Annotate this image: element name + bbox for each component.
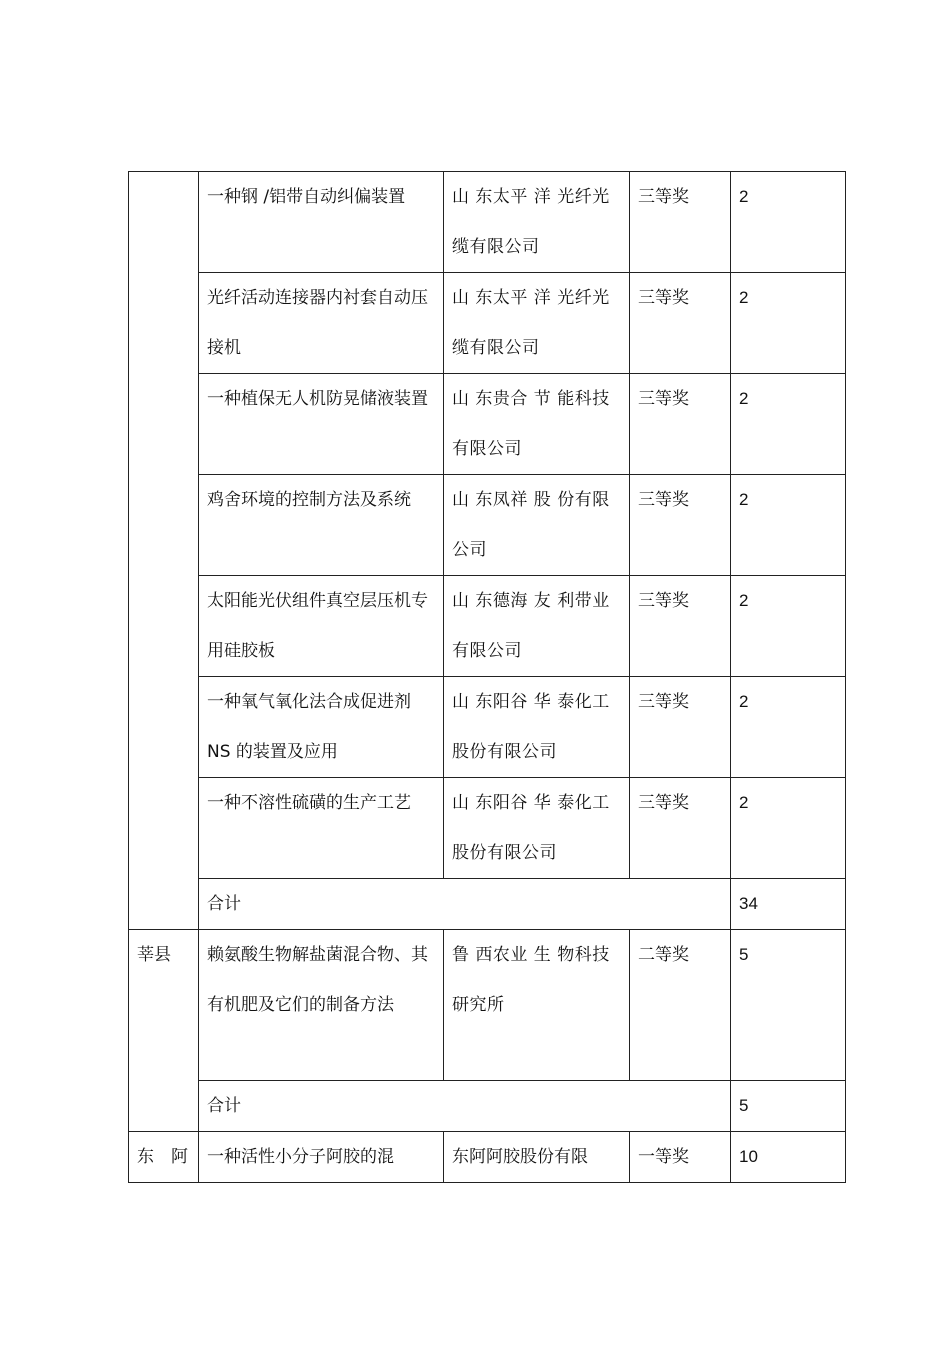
score-cell: 5 xyxy=(731,930,846,1081)
org-cell: 山 东太平 洋 光纤光缆有限公司 xyxy=(444,273,630,374)
subtotal-score: 5 xyxy=(731,1081,846,1132)
org-cell: 鲁 西农业 生 物科技研究所 xyxy=(444,930,630,1081)
project-cell: 太阳能光伏组件真空层压机专用硅胶板 xyxy=(199,576,444,677)
table-row xyxy=(129,778,846,879)
score-cell: 2 xyxy=(731,677,846,778)
project-cell: 一种活性小分子阿胶的混 xyxy=(199,1132,444,1183)
level-cell: 三等奖 xyxy=(630,374,731,475)
level-cell: 一等奖 xyxy=(630,1132,731,1183)
score-cell: 10 xyxy=(731,1132,846,1183)
score-cell: 2 xyxy=(731,374,846,475)
table-row xyxy=(129,475,846,576)
table-row xyxy=(129,273,846,374)
level-cell: 三等奖 xyxy=(630,576,731,677)
county-cell xyxy=(129,172,199,930)
score-cell: 2 xyxy=(731,475,846,576)
county-cell: 东 阿 xyxy=(129,1132,199,1183)
org-cell: 山 东阳谷 华 泰化工股份有限公司 xyxy=(444,677,630,778)
score-cell: 2 xyxy=(731,172,846,273)
table-row xyxy=(129,930,846,1081)
project-cell: 一种氧气氧化法合成促进剂 NS 的装置及应用 xyxy=(199,677,444,778)
project-cell: 光纤活动连接器内衬套自动压接机 xyxy=(199,273,444,374)
project-cell: 鸡舍环境的控制方法及系统 xyxy=(199,475,444,576)
score-cell: 2 xyxy=(731,273,846,374)
project-cell: 一种不溶性硫磺的生产工艺 xyxy=(199,778,444,879)
subtotal-label: 合计 xyxy=(199,1081,731,1132)
score-cell: 2 xyxy=(731,778,846,879)
table-row xyxy=(129,576,846,677)
table-row xyxy=(129,374,846,475)
subtotal-label: 合计 xyxy=(199,879,731,930)
org-cell: 山 东阳谷 华 泰化工股份有限公司 xyxy=(444,778,630,879)
level-cell: 三等奖 xyxy=(630,778,731,879)
county-cell: 莘县 xyxy=(129,930,199,1132)
project-cell: 一种植保无人机防晃储液装置 xyxy=(199,374,444,475)
table-row xyxy=(129,1132,846,1183)
level-cell: 三等奖 xyxy=(630,273,731,374)
level-cell: 三等奖 xyxy=(630,172,731,273)
org-cell: 东阿阿胶股份有限 xyxy=(444,1132,630,1183)
level-cell: 三等奖 xyxy=(630,475,731,576)
score-cell: 2 xyxy=(731,576,846,677)
org-cell: 山 东太平 洋 光纤光缆有限公司 xyxy=(444,172,630,273)
subtotal-score: 34 xyxy=(731,879,846,930)
subtotal-row xyxy=(129,879,846,930)
table-row xyxy=(129,172,846,273)
level-cell: 二等奖 xyxy=(630,930,731,1081)
org-cell: 山 东凤祥 股 份有限公司 xyxy=(444,475,630,576)
subtotal-row xyxy=(129,1081,846,1132)
table-row xyxy=(129,677,846,778)
level-cell: 三等奖 xyxy=(630,677,731,778)
project-cell: 赖氨酸生物解盐菌混合物、其有机肥及它们的制备方法 xyxy=(199,930,444,1081)
org-cell: 山 东贵合 节 能科技有限公司 xyxy=(444,374,630,475)
org-cell: 山 东德海 友 利带业有限公司 xyxy=(444,576,630,677)
awards-table xyxy=(128,171,846,1183)
project-cell: 一种钢 /铝带自动纠偏装置 xyxy=(199,172,444,273)
